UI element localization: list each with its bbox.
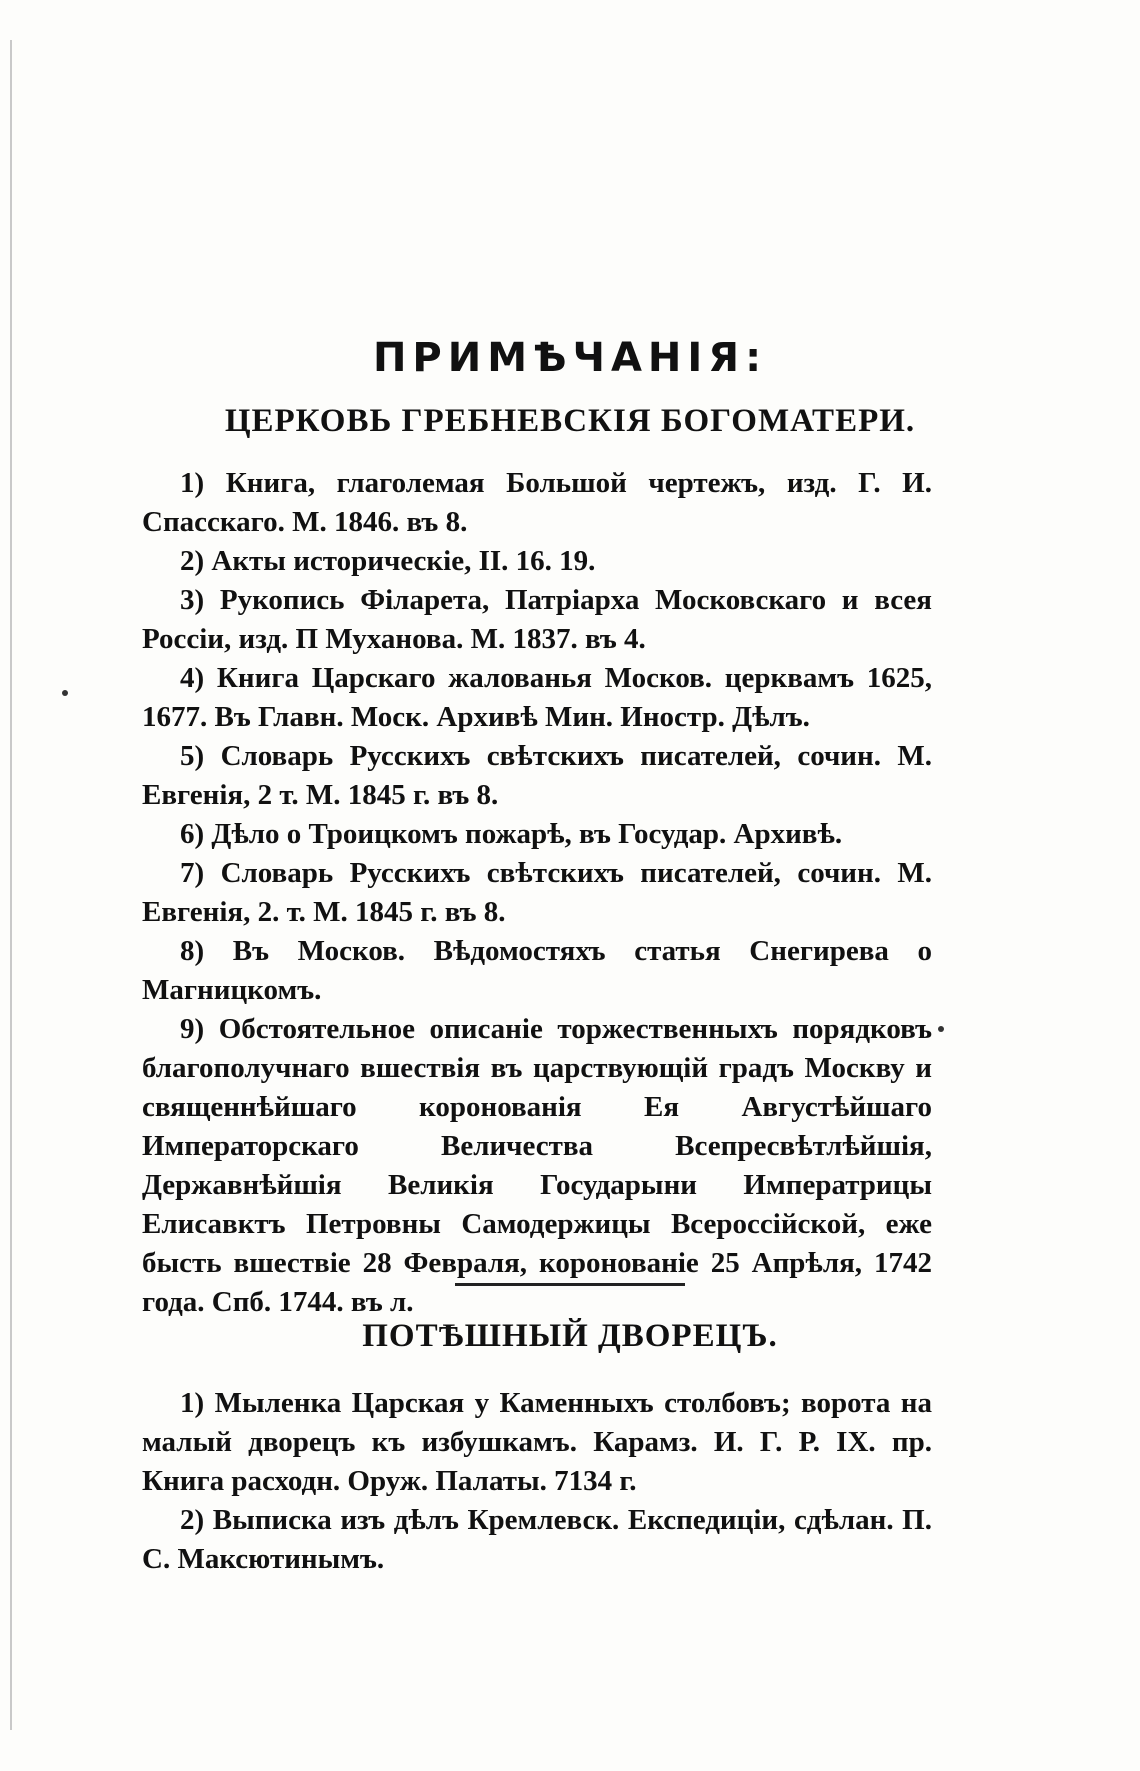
section-title-amusement-palace: ПОТѢШНЫЙ ДВОРЕЦЪ. bbox=[362, 1318, 778, 1354]
note-item: 1) Мыленка Царская у Каменныхъ столбовъ; ворота на малый дворецъ къ избушкамъ. Карамз. И. Г. Р. IX. пр. Книга расходн. Оруж. Палаты. 7134 г. bbox=[142, 1387, 932, 1497]
note-item: 3) Рукопись Філарета, Патріарха Московскаго и всея Россіи, изд. П Муханова. М. 1837. въ 4. bbox=[142, 584, 932, 655]
margin-speck bbox=[938, 1026, 944, 1032]
notes-list-section1 bbox=[142, 464, 932, 1322]
note-item: 2) Акты историческіе, II. 16. 19. bbox=[180, 545, 596, 577]
note-item: 9) Обстоятельное описаніе торжественныхъ порядковъ благополучнаго вшествія въ царствующій градъ Москву и священнѣйшаго коронованія Ея Августѣйшаго Императорскаго Величества Всепресвѣтлѣйшія, Державнѣйшія Великія Государыни Императрицы Елисавктъ Петровны Самодержицы Всероссійской, еже бысть вшествіе 28 Февраля, коронованіе 25 Апрѣля, 1742 года. Спб. 1744. въ л. bbox=[142, 1013, 932, 1318]
note-item: 5) Словарь Русскихъ свѣтскихъ писателей, сочин. М. Евгенія, 2 т. М. 1845 г. въ 8. bbox=[142, 740, 932, 811]
notes-list-section2 bbox=[142, 1384, 932, 1579]
note-item: 8) Въ Москов. Вѣдомостяхъ статья Снегирева о Магницкомъ. bbox=[142, 935, 932, 1006]
section-title-grebnev-church: ЦЕРКОВЬ ГРЕБНЕВСКІЯ БОГОМАТЕРИ. bbox=[224, 403, 916, 439]
note-item: 4) Книга Царскаго жалованья Москов. церквамъ 1625, 1677. Въ Главн. Моск. Архивѣ Мин. Иностр. Дѣлъ. bbox=[142, 662, 932, 733]
note-item: 2) Выписка изъ дѣлъ Кремлевск. Експедиціи, сдѣлан. П. С. Максютинымъ. bbox=[142, 1504, 932, 1575]
note-item: 6) Дѣло о Троицкомъ пожарѣ, въ Государ. Архивѣ. bbox=[180, 818, 843, 850]
section-divider bbox=[455, 1283, 685, 1286]
note-item: 1) Книга, глаголемая Большой чертежъ, изд. Г. И. Спасскаго. М. 1846. въ 8. bbox=[142, 467, 932, 538]
page-title: ПРИМѢЧАНІЯ: bbox=[372, 335, 768, 381]
page-edge-shadow bbox=[10, 40, 12, 1730]
margin-speck bbox=[62, 690, 68, 696]
note-item: 7) Словарь Русскихъ свѣтскихъ писателей, сочин. М. Евгенія, 2. т. М. 1845 г. въ 8. bbox=[142, 857, 932, 928]
